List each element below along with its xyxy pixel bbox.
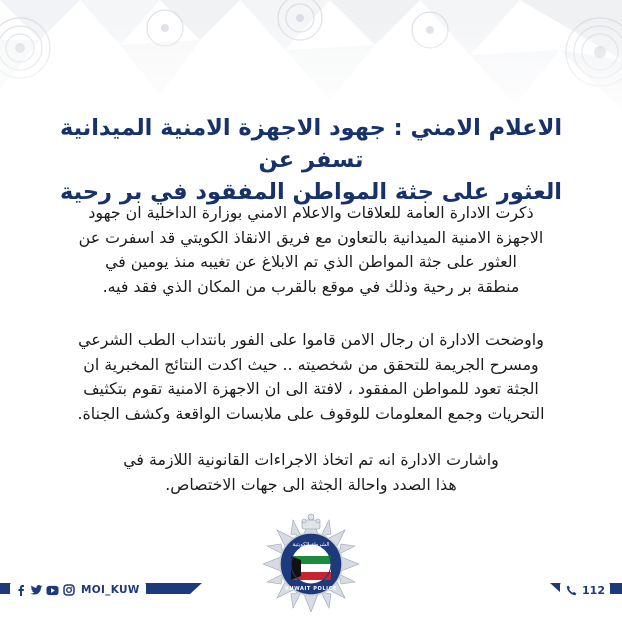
paragraph bbox=[18, 448, 604, 497]
paragraph-line: الجثة تعود للمواطن المفقود ، لافتة الى ان الاجهزة الامنية تقوم بتكثيف bbox=[83, 379, 539, 398]
social-links bbox=[10, 582, 146, 598]
headline-line: العثور على جثة المواطن المفقود في بر رحية bbox=[59, 179, 563, 205]
paragraph-line: منطقة بر رحية وذلك في موقع بالقرب من المكان الذي فقد فيه. bbox=[102, 276, 520, 296]
headline-line: الاعلام الامني : جهود الاجهزة الامنية الميدانية تسفر عن bbox=[59, 115, 563, 173]
phone-number: 112 bbox=[582, 583, 605, 597]
paragraph-line: ومسرح الجريمة للتحقق من شخصيته .. حيث اكدت النتائج المخبرية ان bbox=[83, 354, 539, 374]
facebook-icon[interactable] bbox=[14, 584, 27, 597]
twitter-icon[interactable] bbox=[30, 584, 43, 597]
hotline[interactable] bbox=[560, 582, 610, 598]
youtube-icon[interactable] bbox=[46, 584, 59, 597]
paragraph-line: العثور على جثة المواطن الذي تم الابلاغ عن تغيبه منذ يومين في bbox=[105, 252, 517, 271]
paragraph bbox=[18, 201, 604, 299]
phone-icon bbox=[565, 584, 578, 597]
emblem-bottom-text: KUWAIT POLICE bbox=[285, 586, 337, 592]
paragraph-line: الاجهزة الامنية الميدانية بالتعاون مع فريق الانقاذ الكويتي قد اسفرت عن bbox=[78, 227, 544, 247]
social-handle[interactable]: MOI_KUW bbox=[81, 584, 140, 596]
paragraph-line: واشارت الادارة انه تم اتخاذ الاجراءات القانونية اللازمة في bbox=[123, 450, 499, 469]
paragraph-line: ذكرت الادارة العامة للعلاقات والاعلام الامني بوزارة الداخلية ان جهود bbox=[88, 203, 534, 222]
paragraph-line: التحريات وجمع المعلومات للوقوف على ملابسات الواقعة وكشف الجناة. bbox=[77, 403, 545, 423]
paragraph-line: واوضحت الادارة ان رجال الامن قاموا على الفور بانتداب الطب الشرعي bbox=[78, 330, 544, 349]
instagram-icon[interactable] bbox=[62, 584, 75, 597]
headline bbox=[30, 112, 592, 208]
paragraph-line: هذا الصدد واحالة الجثة الى جهات الاختصاص. bbox=[165, 474, 457, 494]
emblem-top-text: الشرطة الكويتية bbox=[292, 542, 330, 548]
paragraph bbox=[18, 328, 604, 426]
kuwait-police-emblem bbox=[255, 510, 367, 612]
